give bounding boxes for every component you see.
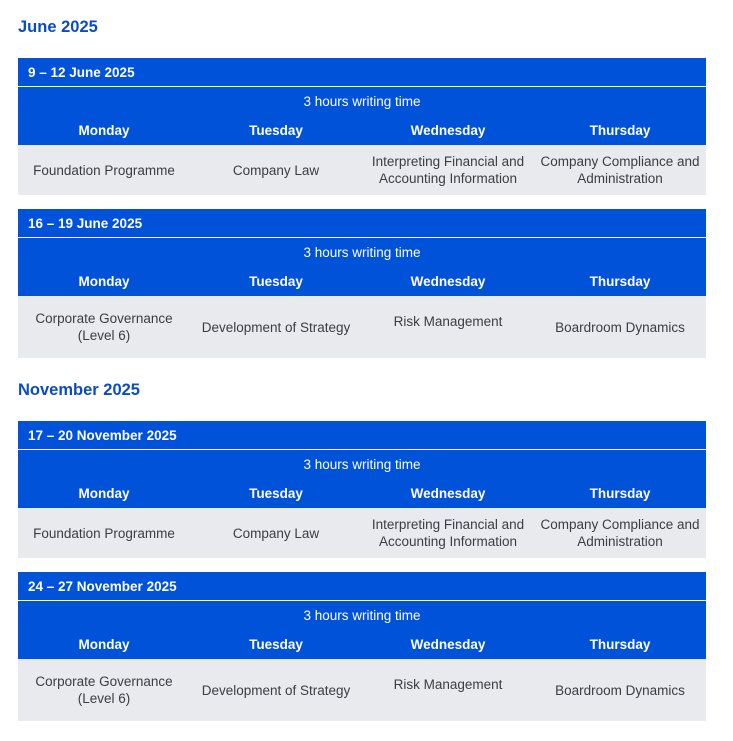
writing-time-label: 3 hours writing time: [18, 450, 706, 479]
writing-time-label: 3 hours writing time: [18, 601, 706, 630]
day-header-tuesday: Tuesday: [249, 637, 303, 652]
day-header-monday: Monday: [78, 637, 130, 652]
subjects-row: [18, 659, 706, 721]
day-header-wednesday: Wednesday: [410, 123, 486, 138]
date-range-header: 17 – 20 November 2025: [18, 421, 706, 450]
section-title-november: November 2025: [18, 381, 140, 399]
date-range-header: 16 – 19 June 2025: [18, 209, 706, 238]
subject-tuesday: Development of Strategy: [201, 682, 351, 698]
subjects-row: [18, 145, 706, 195]
day-header-tuesday: Tuesday: [249, 486, 303, 501]
exam-table-16-19-june: [18, 209, 706, 358]
day-header-row: [18, 479, 706, 508]
day-header-wednesday: Wednesday: [410, 274, 486, 289]
subject-monday: Foundation Programme: [33, 525, 175, 541]
subject-tuesday: Development of Strategy: [201, 319, 351, 335]
day-header-wednesday: Wednesday: [410, 486, 486, 501]
subject-wednesday: Risk Management: [393, 676, 503, 692]
exam-table-24-27-november: [18, 572, 706, 721]
subject-monday: Corporate Governance (Level 6): [35, 674, 173, 706]
subject-tuesday: Company Law: [232, 162, 320, 178]
day-header-tuesday: Tuesday: [249, 274, 303, 289]
subject-monday: Corporate Governance (Level 6): [35, 311, 173, 343]
day-header-row: [18, 630, 706, 659]
exam-table-9-12-june: [18, 58, 706, 195]
date-range-header: 9 – 12 June 2025: [18, 58, 706, 87]
subject-monday: Foundation Programme: [33, 162, 175, 178]
day-header-monday: Monday: [78, 274, 130, 289]
day-header-wednesday: Wednesday: [410, 637, 486, 652]
day-header-thursday: Thursday: [589, 123, 651, 138]
subject-wednesday: Risk Management: [393, 313, 503, 329]
subject-thursday: Company Compliance and Administration: [540, 517, 700, 549]
exam-table-17-20-november: [18, 421, 706, 558]
day-header-monday: Monday: [78, 486, 130, 501]
subjects-row: [18, 508, 706, 558]
subject-thursday: Company Compliance and Administration: [540, 154, 700, 186]
subject-thursday: Boardroom Dynamics: [555, 319, 685, 335]
writing-time-label: 3 hours writing time: [18, 238, 706, 267]
subject-wednesday: Interpreting Financial and Accounting Information: [371, 517, 525, 549]
day-header-thursday: Thursday: [589, 486, 651, 501]
subject-tuesday: Company Law: [232, 525, 320, 541]
day-header-monday: Monday: [78, 123, 130, 138]
subject-thursday: Boardroom Dynamics: [555, 682, 685, 698]
day-header-row: [18, 116, 706, 145]
day-header-thursday: Thursday: [589, 274, 651, 289]
subjects-row: [18, 296, 706, 358]
subject-wednesday: Interpreting Financial and Accounting Information: [371, 154, 525, 186]
section-title-june: June 2025: [18, 18, 98, 36]
date-range-header: 24 – 27 November 2025: [18, 572, 706, 601]
day-header-thursday: Thursday: [589, 637, 651, 652]
day-header-tuesday: Tuesday: [249, 123, 303, 138]
day-header-row: [18, 267, 706, 296]
writing-time-label: 3 hours writing time: [18, 87, 706, 116]
